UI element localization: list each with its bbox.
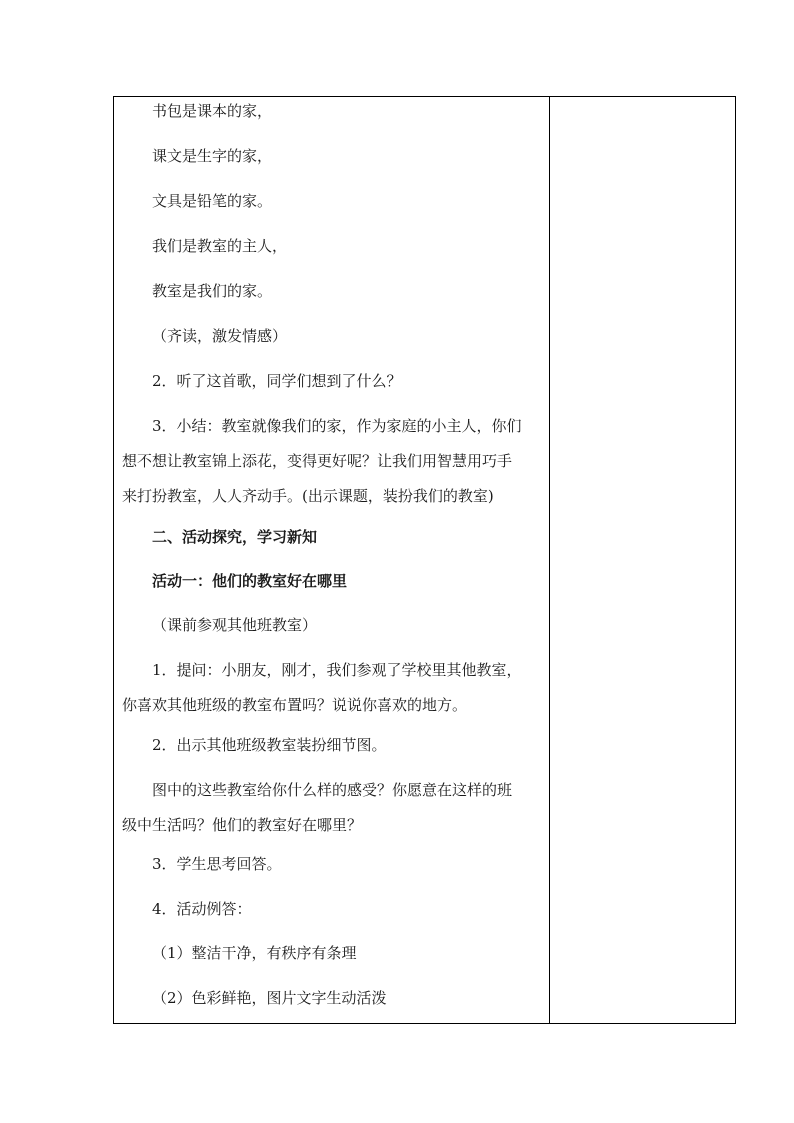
text-line: 1．提问：小朋友，刚才，我们参观了学校里其他教室， — [152, 661, 522, 679]
text-line: 2．听了这首歌，同学们想到了什么？ — [152, 372, 402, 390]
text-line: 2．出示其他班级教室装扮细节图。 — [152, 736, 387, 754]
text-line: （1）整洁干净，有秩序有条理 — [152, 944, 357, 962]
text-line: 来打扮教室，人人齐动手。(出示课题，装扮我们的教室) — [122, 487, 494, 505]
text-line: （2）色彩鲜艳，图片文字生动活泼 — [152, 989, 387, 1007]
text-line: 教室是我们的家。 — [152, 282, 273, 300]
text-line: 课文是生字的家， — [152, 147, 273, 165]
section-heading: 二、活动探究，学习新知 — [152, 528, 318, 546]
text-line: 你喜欢其他班级的教室布置吗？说说你喜欢的地方。 — [122, 696, 468, 714]
text-line: 我们是教室的主人， — [152, 237, 288, 255]
text-line: 4．活动例答： — [152, 900, 252, 918]
text-line: （课前参观其他班教室） — [152, 616, 318, 634]
text-line: 图中的这些教室给你什么样的感受？你愿意在这样的班 — [152, 781, 513, 799]
text-line: 3．学生思考回答。 — [152, 855, 282, 873]
text-line: （齐读，激发情感） — [152, 327, 288, 345]
text-line: 书包是课本的家， — [152, 102, 273, 120]
text-line: 级中生活吗？他们的教室好在哪里？ — [122, 816, 363, 834]
text-line: 想不想让教室锦上添花，变得更好呢？让我们用智慧用巧手 — [122, 452, 513, 470]
text-line: 3．小结：教室就像我们的家，作为家庭的小主人，你们 — [152, 417, 522, 435]
activity-heading: 活动一：他们的教室好在哪里 — [152, 572, 348, 590]
text-line: 文具是铅笔的家。 — [152, 192, 273, 210]
